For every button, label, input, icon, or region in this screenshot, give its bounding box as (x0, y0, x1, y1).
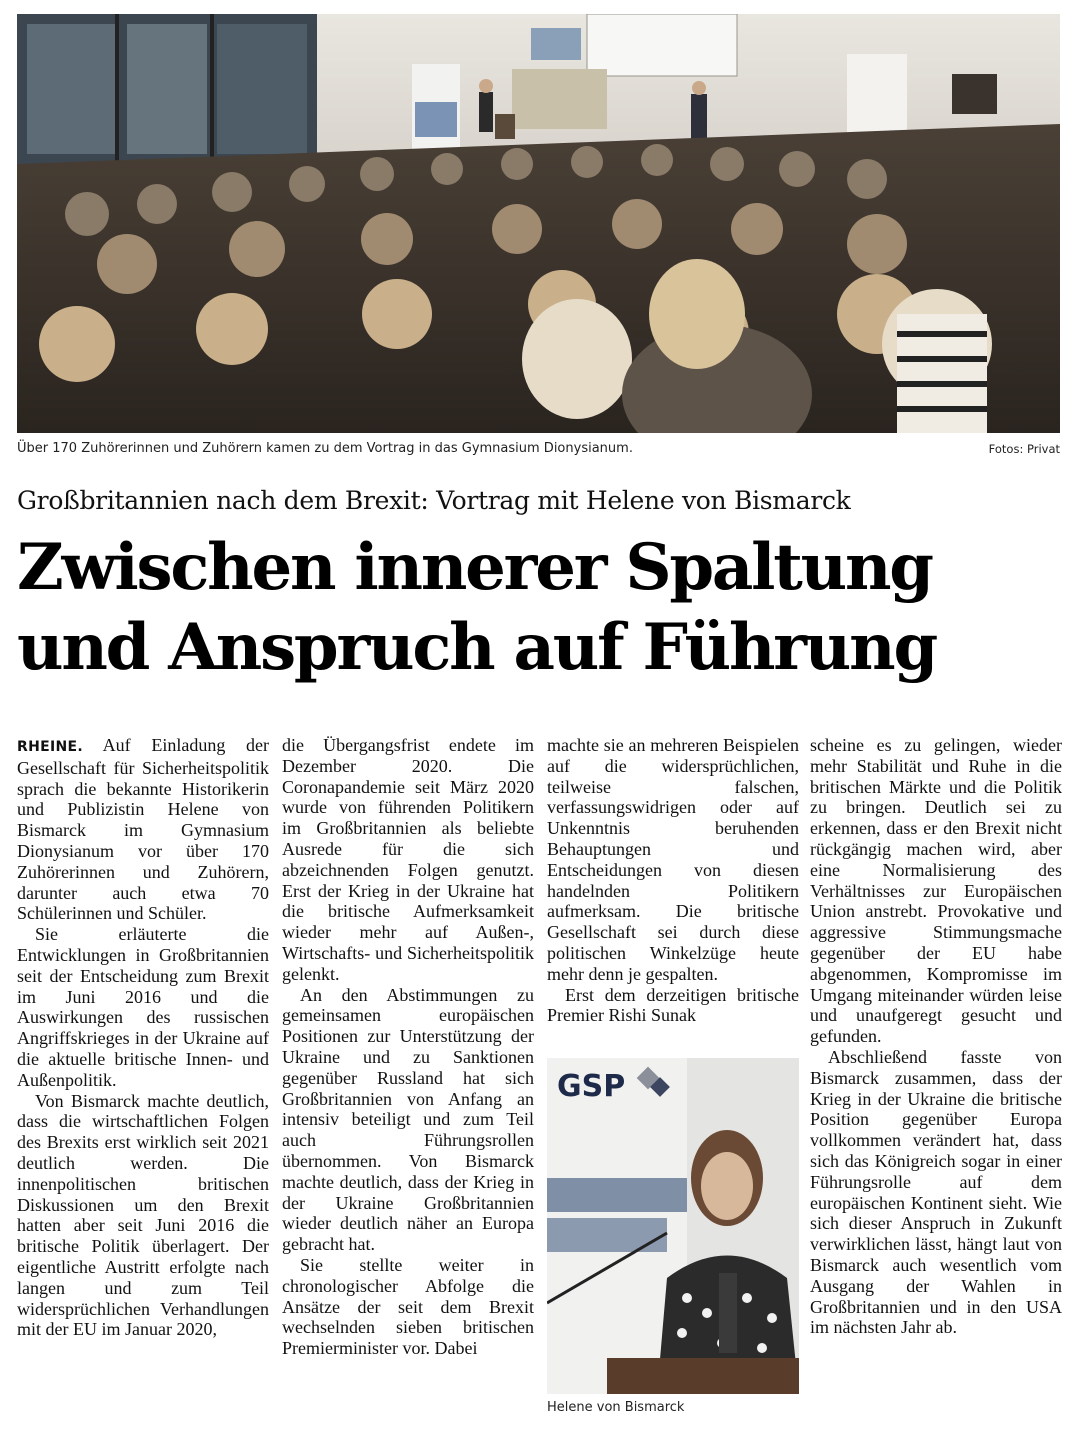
paragraph: Von Bismarck machte deutlich, dass die wirtschaftlichen Folgen des Brexits erst wirklich seit 2021 deutlich werden. Die innenpolitischen britischen Diskussionen um den Brexit hatten aber seit Juni 2016 die britische Politik überlagert. Der eigentliche Austritt erfolgte nach langen und zum Teil widersprüchlichen Verhandlungen mit der EU im Januar 2020, (17, 1090, 269, 1340)
article-kicker: Großbritannien nach dem Brexit: Vortrag mit Helene von Bismarck (17, 486, 851, 515)
gsp-logo-text: GSP (557, 1069, 626, 1104)
speaker-photo (547, 1058, 799, 1394)
paragraph: Erst dem derzeitigen britische Premier Rishi Sunak (547, 984, 799, 1026)
headline-line-1: Zwischen innerer Spaltung (17, 530, 932, 605)
article-headline (17, 528, 1067, 688)
dateline: RHEINE. (17, 739, 83, 755)
paragraph: Sie stellte weiter in chronologischer Abfolge die Ansätze der seit dem Brexit wechselnden sieben britischen Premierminister vor. Dabei (282, 1254, 534, 1359)
photo-caption-row (17, 441, 1060, 461)
audience-photo-illustration (17, 14, 1060, 433)
paragraph: Abschließend fasste von Bismarck zusammen, dass der Krieg in der Ukraine die britische Position gegenüber Europa vollkommen verändert hat, dass sich das Königreich sogar in einer Führungsrolle auf dem europäischen Kontinent sieht. Wie sich dieser Anspruch in Zukunft verwirklichen lässt, hängt laut von Bismarck auch wesentlich vom Ausgang der Wahlen in Großbritannien und in den USA im nächsten Jahr ab. (810, 1046, 1062, 1338)
speaker-photo-illustration (547, 1058, 799, 1394)
paragraph-text: Auf Einladung der Gesellschaft für Sicherheitspolitik sprach die bekannte Historikerin und Publizistin Helene von Bismarck im Gymnasium Dionysianum vor über 170 Zuhörerinnen und Zuhörern, darunter auch etwa 70 Schülerinnen und Schüler. (17, 735, 269, 924)
headline-line-2: und Anspruch auf Führung (17, 610, 937, 685)
photo-caption: Über 170 Zuhörerinnen und Zuhörern kamen zu dem Vortrag in das Gymnasium Dionysianum. (17, 441, 633, 456)
audience-photo (17, 14, 1060, 433)
paragraph: machte sie an mehreren Beispielen auf die widersprüchlichen, teilweise falschen, verfassungswidrigen oder auf Unkenntnis beruhenden Behauptungen und Entscheidungen von diesen handelnden Politikern aufmerksam. Die britische Gesellschaft sei durch diese politischen Winkelzüge heute mehr denn je gespalten. (547, 735, 799, 984)
paragraph: die Übergangsfrist endete im Dezember 2020. Die Coronapandemie seit März 2020 wurde von führenden Politikern im Großbritannien als beliebte Ausrede für die sich abzeichnenden Folgen genutzt. Erst der Krieg in der Ukraine hat die britische Aufmerksamkeit wieder mehr auf Außen-, Wirtschafts- und Sicherheitspolitik gelenkt. (282, 735, 534, 984)
article-column-3 (547, 735, 799, 1026)
paragraph: An den Abstimmungen zu gemeinsamen europäischen Positionen zur Unterstützung der Ukraine und zu Sanktionen gegenüber Russland hat sich Großbritannien von Anfang an intensiv beteiligt und zum Teil auch Führungsrollen übernommen. Von Bismarck machte deutlich, dass der Krieg in der Ukraine Großbritannien wieder deutlich näher an Europa gebracht hat. (282, 984, 534, 1255)
paragraph: scheine es zu gelingen, wieder mehr Stabilität und Ruhe in die britischen Märkte und die Politik zu bringen. Deutlich sei zu erkennen, dass er den Brexit nicht rückgängig machen wird, aber eine Normalisierung des Verhältnisses zur Europäischen Union anstrebt. Provokative und aggressive Stimmungsmache gegenüber der EU habe abgenommen, Kompromisse im Umgang miteinander würden leise und unaufgeregt gesucht und gefunden. (810, 735, 1062, 1047)
speaker-photo-caption: Helene von Bismarck (547, 1400, 685, 1415)
article-column-1 (17, 735, 269, 1340)
photo-credit: Fotos: Privat (988, 442, 1060, 456)
paragraph (17, 735, 269, 924)
paragraph: Sie erläuterte die Entwicklungen in Großbritannien seit der Entscheidung zum Brexit im Juni 2016 und die Auswirkungen des russischen Angriffskrieges in der Ukraine auf die aktuelle britische Innen- und Außenpolitik. (17, 924, 269, 1090)
article-column-2 (282, 735, 534, 1359)
article-column-4 (810, 735, 1062, 1338)
